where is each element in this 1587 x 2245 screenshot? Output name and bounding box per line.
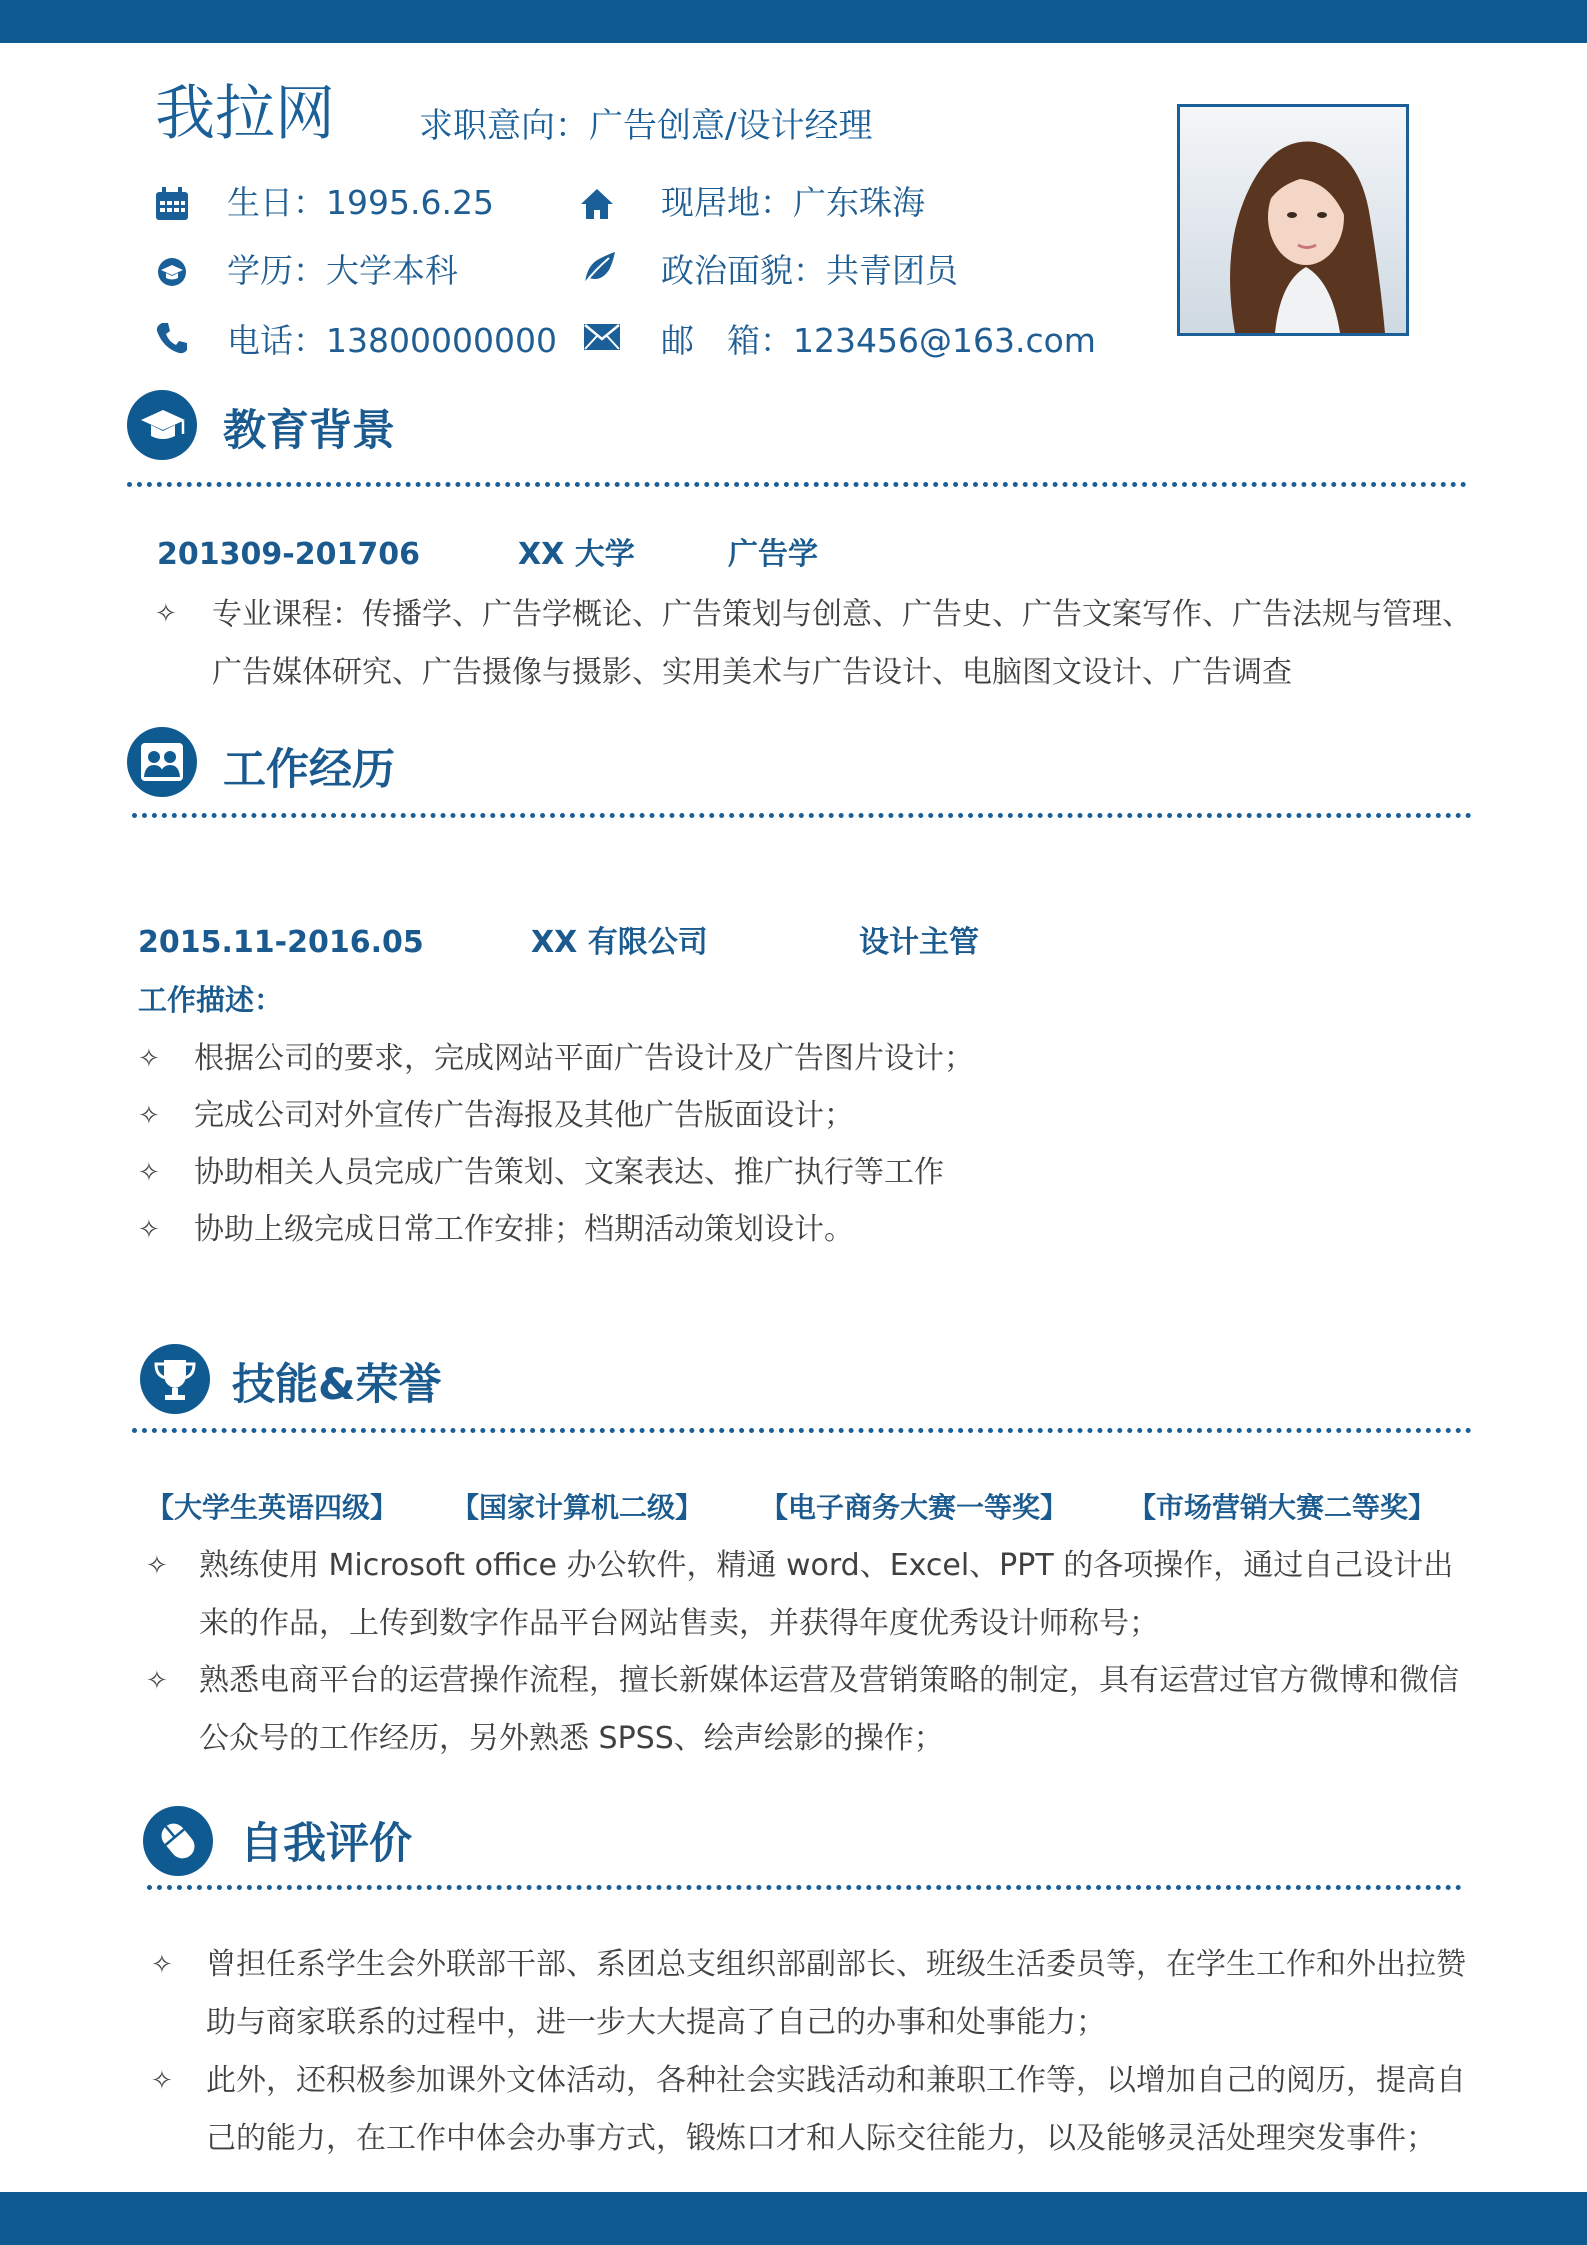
work-position: 设计主管 [859,925,979,960]
bullet-icon: ✧ [151,2066,173,2096]
leaf-icon [581,250,617,286]
award-2: 【国家计算机二级】 [451,1491,704,1524]
education-courses: 专业课程：传播学、广告学概论、广告策划与创意、广告史、广告文案写作、广告法规与管理、广告媒体研究、广告摄像与摄影、实用美术与广告设计、电脑图文设计、广告调查 [212,597,1472,690]
education-title: 教育背景 [223,406,395,456]
bullet-icon: ✧ [138,1044,160,1074]
education-text: 学历：大学本科 [227,251,458,290]
skills-title: 技能&荣誉 [232,1360,442,1410]
graduation-cap-icon [154,254,190,290]
bullet-icon: ✧ [138,1158,160,1188]
top-band [0,0,1587,43]
email-text: 邮 箱：123456@163.com [661,321,1096,360]
skills-section-icon [140,1344,210,1414]
award-1: 【大学生英语四级】 [146,1491,399,1524]
candidate-name: 我拉网 [155,79,335,149]
skills-divider [132,1428,1472,1433]
phone-icon [154,320,190,356]
home-icon [579,186,615,222]
work-item-4: 协助上级完成日常工作安排；档期活动策划设计。 [194,1212,854,1247]
residence-text: 现居地：广东珠海 [661,183,925,222]
skills-item-2: 熟悉电商平台的运营操作流程，擅长新媒体运营及营销策略的制定，具有运营过官方微博和微信公众号的工作经历，另外熟悉 SPSS、绘声绘影的操作； [199,1663,1459,1756]
self-item-1: 曾担任系学生会外联部干部、系团总支组织部副部长、班级生活委员等，在学生工作和外出拉赞助与商家联系的过程中，进一步大大提高了自己的办事和处事能力； [206,1947,1466,2040]
education-period: 201309-201706 [157,537,420,572]
work-desc-label: 工作描述： [138,983,284,1017]
self-section-icon [143,1806,213,1876]
team-icon [127,727,197,797]
birthday-text: 生日：1995.6.25 [227,183,494,222]
award-3: 【电子商务大赛一等奖】 [760,1491,1069,1524]
education-major: 广告学 [728,537,818,572]
work-section-icon [127,727,197,797]
bullet-icon: ✧ [146,1551,168,1581]
education-school: XX 大学 [518,537,635,572]
graduation-cap-icon [127,390,197,460]
calendar-icon [154,186,190,222]
work-divider [132,813,1472,818]
bottom-band [0,2192,1587,2245]
work-item-1: 根据公司的要求，完成网站平面广告设计及广告图片设计； [194,1041,974,1076]
phone-text: 电话：13800000000 [227,321,557,360]
portrait-image [1180,107,1406,333]
work-company: XX 有限公司 [531,925,708,960]
envelope-icon [583,322,621,352]
bullet-icon: ✧ [151,1950,173,1980]
work-item-2: 完成公司对外宣传广告海报及其他广告版面设计； [194,1098,854,1133]
bullet-icon: ✧ [146,1666,168,1696]
work-item-3: 协助相关人员完成广告策划、文案表达、推广执行等工作 [194,1155,944,1190]
profile-photo [1177,104,1409,336]
self-item-2: 此外，还积极参加课外文体活动，各种社会实践活动和兼职工作等，以增加自己的阅历，提高自己的能力，在工作中体会办事方式，锻炼口才和人际交往能力，以及能够灵活处理突发事件； [206,2063,1466,2156]
education-divider [127,482,1467,487]
bullet-icon: ✧ [155,599,177,629]
job-objective: 求职意向：广告创意/设计经理 [419,106,873,146]
mouse-icon [143,1806,213,1876]
work-title: 工作经历 [223,745,395,795]
trophy-icon [140,1344,210,1414]
award-4: 【市场营销大赛二等奖】 [1128,1491,1437,1524]
self-title: 自我评价 [240,1819,412,1869]
education-section-icon [127,390,197,460]
self-divider [147,1885,1462,1890]
politics-text: 政治面貌：共青团员 [661,251,958,290]
bullet-icon: ✧ [138,1215,160,1245]
work-period: 2015.11-2016.05 [138,925,424,960]
skills-item-1: 熟练使用 Microsoft office 办公软件，精通 word、Excel、PPT 的各项操作，通过自己设计出来的作品，上传到数字作品平台网站售卖，并获得年度优秀设计师称号； [199,1548,1454,1641]
bullet-icon: ✧ [138,1101,160,1131]
